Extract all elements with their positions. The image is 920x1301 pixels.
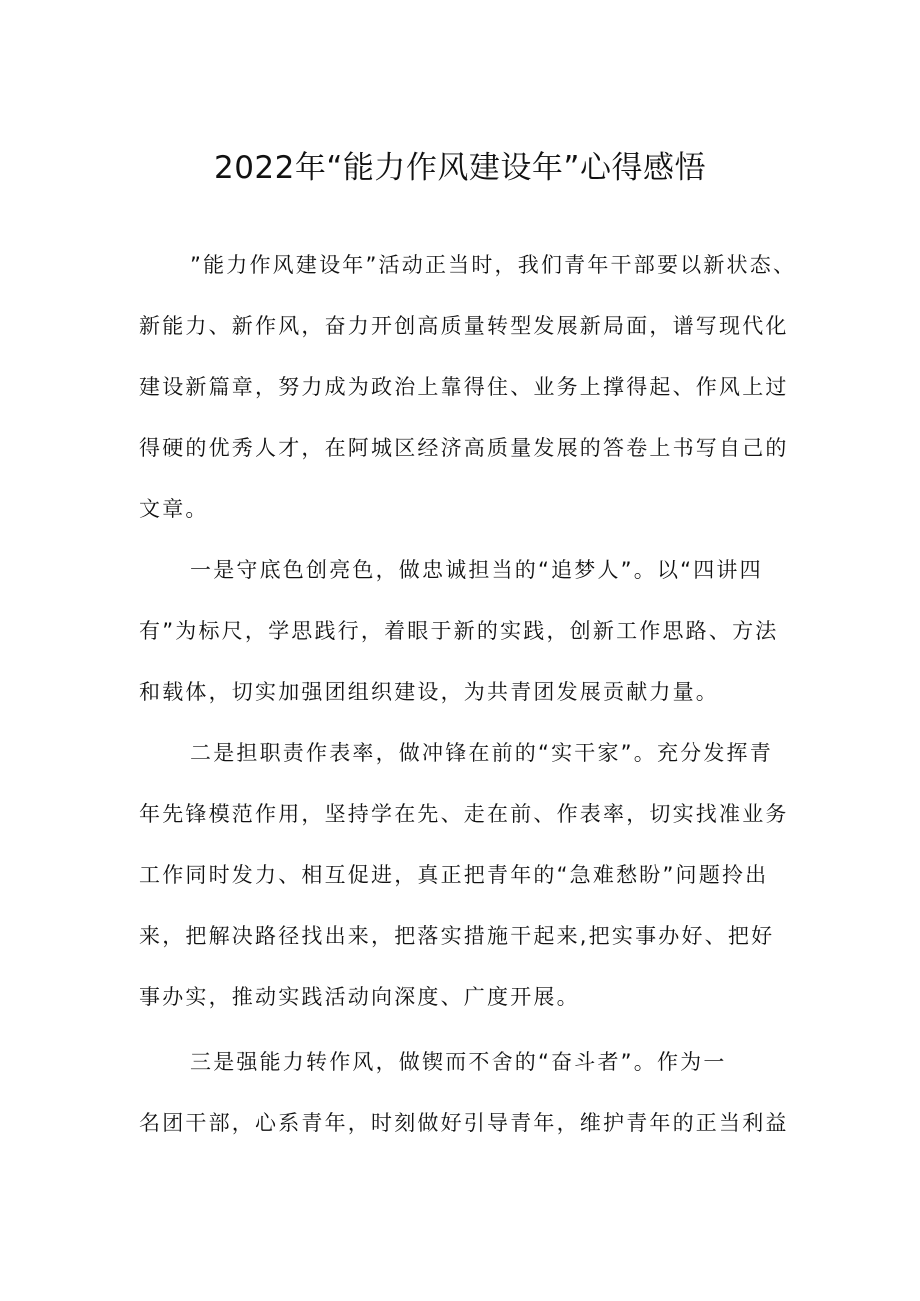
paragraph-point-two-line-2: 年先锋模范作用，坚持学在先、走在前、作表率，切实找准业务 — [139, 802, 789, 826]
paragraph-point-two-line-3: 工作同时发力、相互促进，真正把青年的“急难愁盼”问题拎出 — [139, 863, 769, 887]
paragraph-point-three-line-1: 三是强能力转作风，做锲而不舍的“奋斗者”。作为一 — [190, 1050, 727, 1074]
paragraph-point-two-line-4: 来，把解决路径找出来，把落实措施干起来,把实事办好、把好 — [139, 924, 775, 948]
paragraph-intro-line-2: 新能力、新作风，奋力开创高质量转型发展新局面，谱写现代化 — [139, 314, 789, 338]
paragraph-point-two-line-1: 二是担职责作表率，做冲锋在前的“实干家”。充分发挥青 — [190, 741, 773, 765]
paragraph-intro-line-3: 建设新篇章，努力成为政治上靠得住、业务上撑得起、作风上过 — [139, 375, 789, 399]
document-title: 2022年“能力作风建设年”心得感悟 — [213, 150, 706, 186]
paragraph-point-one-line-3: 和载体，切实加强团组织建设，为共青团发展贡献力量。 — [139, 680, 719, 704]
paragraph-point-one-line-2: 有”为标尺，学思践行，着眼于新的实践，创新工作思路、方法 — [139, 619, 779, 643]
paragraph-intro-line-1: ”能力作风建设年”活动正当时，我们青年干部要以新状态、 — [190, 253, 797, 277]
paragraph-point-two-line-5: 事办实，推动实践活动向深度、广度开展。 — [139, 985, 580, 1009]
paragraph-intro-line-4: 得硬的优秀人才，在阿城区经济高质量发展的答卷上书写自己的 — [139, 436, 789, 460]
paragraph-point-three-line-2: 名团干部，心系青年，时刻做好引导青年，维护青年的正当利益 — [139, 1111, 789, 1135]
paragraph-point-one-line-1: 一是守底色创亮色，做忠诚担当的“追梦人”。以“四讲四 — [190, 558, 763, 582]
paragraph-intro-line-5: 文章。 — [139, 497, 209, 521]
